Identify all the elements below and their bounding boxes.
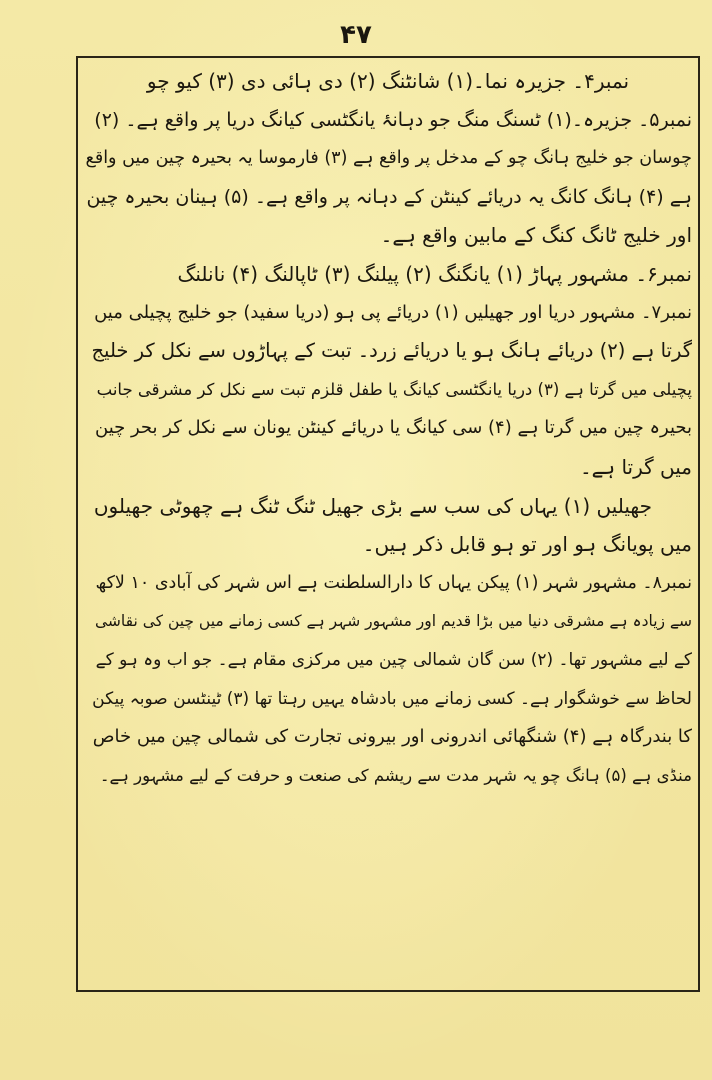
text-line: میں گرتا ہے۔ [579, 454, 692, 479]
text-line: ہے (۴) ہانگ کانگ یہ دریائے کینٹن کے دہانہ پر واقع ہے۔ (۵) ہینان بحیرہ چین [86, 185, 692, 208]
text-line: گرتا ہے (۲) دریائے ہانگ ہو یا دریائے زرد۔ تبت کے پہاڑوں سے نکل کر خلیج [91, 339, 692, 363]
text-line: سے زیادہ ہے مشرقی دنیا میں بڑا قدیم اور مشہور شہر ہے کسی زمانے میں چین کی نقاشی [95, 612, 692, 631]
text-line: اور خلیج ٹانگ کنگ کے مابین واقع ہے۔ [380, 223, 692, 248]
text-line: کا بندرگاہ ہے (۴) شنگھائی اندرونی اور بیرونی تجارت کی شمالی چین میں خاص [92, 726, 692, 748]
text-line: پچیلی میں گرتا ہے (۳) دریا یانگٹسی کیانگ یا طفل قلزم تبت سے نکل کر مشرقی جانب [96, 379, 692, 399]
text-line: نمبر۴۔ جزیرہ نما۔(۱) شانٹنگ (۲) دی ہائی دی (۳) کیو چو [146, 69, 630, 93]
text-line: میں پویانگ ہو اور تو ہو قابل ذکر ہیں۔ [362, 532, 692, 557]
text-line: منڈی ہے (۵) ہانگ چو یہ شہر مدت سے ریشم کی صنعت و حرفت کے لیے مشہور ہے۔ [99, 765, 692, 785]
text-line: نمبر۷۔ مشہور دریا اور جھیلیں (۱) دریائے پی ہو (دریا سفید) جو خلیج پچیلی میں [94, 301, 692, 323]
page-number: ۴۷ [340, 20, 372, 50]
text-line: نمبر۵۔ جزیرہ۔(۱) ٹسنگ منگ جو دہانۂ یانگٹسی کیانگ دریا پر واقع ہے۔ (۲) [94, 108, 692, 131]
page-body-text [84, 62, 692, 795]
text-line: کے لیے مشہور تھا۔ (۲) سن گان شمالی چین میں مرکزی مقام ہے۔ جو اب وہ ہو کے [95, 649, 692, 670]
text-line: بحیرہ چین میں گرتا ہے (۴) سی کیانگ یا دریائے کینٹن یونان سے نکل کر بحر چین [95, 417, 692, 439]
text-line: لحاظ سے خوشگوار ہے۔ کسی زمانے میں بادشاہ یہیں رہتا تھا (۳) ٹینٹسن صوبہ پیکن [92, 688, 692, 709]
text-line: نمبر۸۔ مشہور شہر (۱) پیکن یہاں کا دارالسلطنت ہے اس شہر کی آبادی ۱۰ لاکھ [95, 572, 692, 593]
text-line: نمبر۶۔ مشہور پہاڑ (۱) یانگنگ (۲) پیلنگ (۳) ٹاپالنگ (۴) نانلنگ [177, 261, 692, 286]
text-line: جھیلیں (۱) یہاں کی سب سے بڑی جھیل ٹنگ ٹنگ ہے چھوٹی جھیلوں [93, 493, 652, 518]
text-line: چوسان جو خلیج ہانگ چو کے مدخل پر واقع ہے (۳) فارموسا یہ بحیرہ چین میں واقع [85, 148, 692, 169]
